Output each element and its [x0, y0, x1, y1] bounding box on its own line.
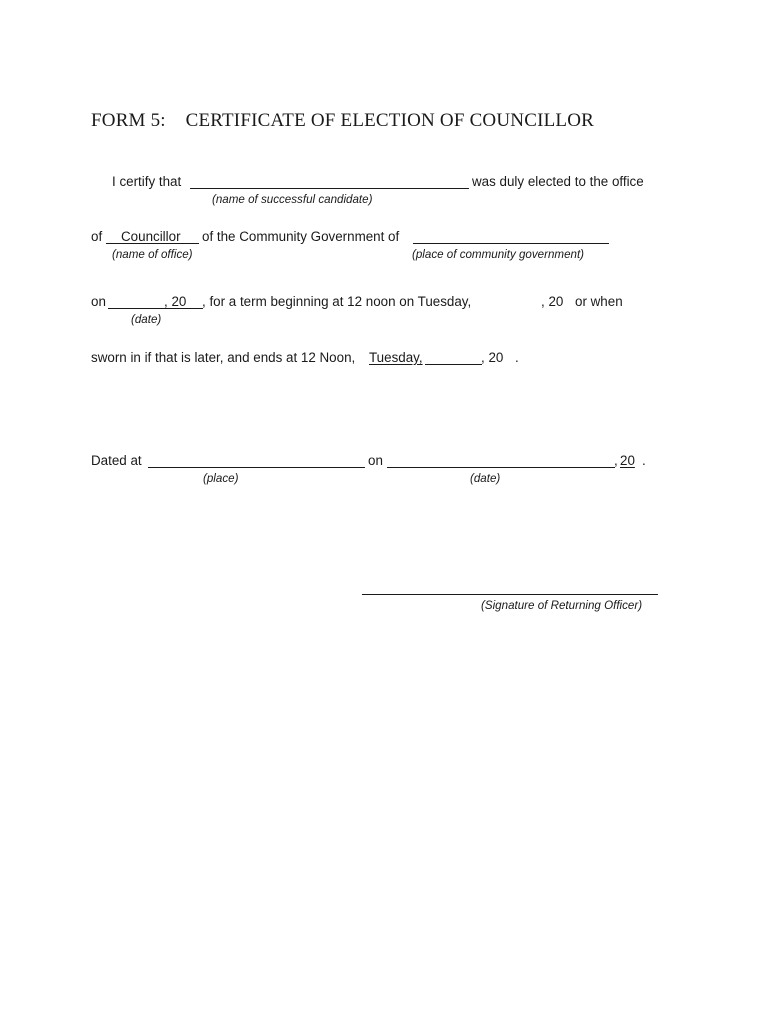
signature-caption: (Signature of Returning Officer) — [481, 599, 643, 612]
dated-place-caption: (place) — [203, 472, 239, 485]
dated-date-field[interactable] — [387, 467, 615, 468]
dated-date-caption: (date) — [470, 472, 501, 485]
community-government-field[interactable] — [413, 243, 609, 244]
date-lead-text: on — [91, 294, 106, 309]
form-title: FORM 5: CERTIFICATE OF ELECTION OF COUNCILLOR — [91, 110, 595, 131]
dated-on-text: on — [368, 453, 383, 468]
term-end-year-text: , 20 — [481, 350, 504, 365]
office-lead-text: of — [91, 229, 103, 244]
election-year-text: , 20 — [164, 294, 187, 309]
election-date-caption: (date) — [131, 313, 162, 326]
dated-place-field[interactable] — [148, 467, 365, 468]
candidate-name-caption: (name of successful candidate) — [212, 193, 373, 206]
community-government-caption: (place of community government) — [412, 248, 585, 261]
term-start-year-text: , 20 — [541, 294, 564, 309]
term-end-day: Tuesday, — [369, 350, 423, 365]
dated-year: 20 — [620, 453, 635, 468]
dated-comma: , — [614, 453, 618, 468]
signature-field[interactable] — [362, 594, 658, 595]
office-caption: (name of office) — [112, 248, 193, 261]
certify-lead-text: I certify that — [112, 174, 182, 189]
dated-period: . — [642, 453, 646, 468]
sworn-in-text: sworn in if that is later, and ends at 12 Noon, — [91, 350, 356, 365]
term-start-text: , for a term beginning at 12 noon on Tuesday, — [202, 294, 472, 309]
office-value: Councillor — [121, 229, 181, 244]
or-when-text: or when — [575, 294, 623, 309]
term-end-period: . — [515, 350, 519, 365]
election-date-field[interactable] — [108, 308, 203, 309]
certify-trail-text: was duly elected to the office — [472, 174, 644, 189]
dated-at-text: Dated at — [91, 453, 142, 468]
candidate-name-field[interactable] — [190, 188, 469, 189]
community-government-text: of the Community Government of — [202, 229, 400, 244]
term-end-date-field[interactable] — [425, 364, 482, 365]
